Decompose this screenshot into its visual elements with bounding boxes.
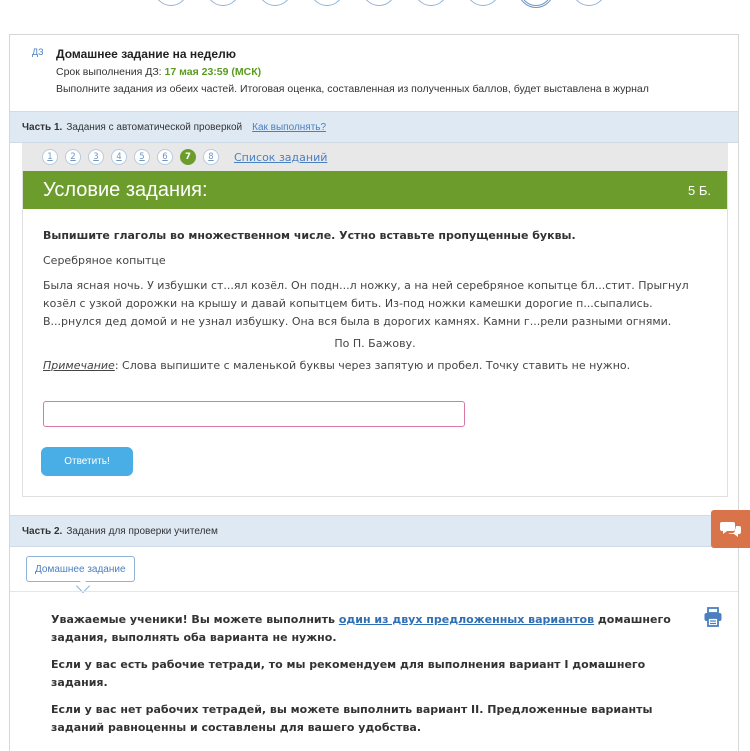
- task-number-2[interactable]: 2: [65, 149, 81, 165]
- submit-answer-button[interactable]: Ответить!: [41, 447, 133, 476]
- top-pagination: [154, 0, 606, 8]
- teacher-p1-start: Уважаемые ученики! Вы можете выполнить: [51, 613, 339, 626]
- homework-title: Домашнее задание на неделю: [56, 47, 236, 61]
- homework-description: Выполните задания из обеих частей. Итоговая оценка, составленная из полученных баллов, будет выставлена в журнал: [56, 83, 649, 95]
- task-instruction: Выпишите глаголы во множественном числе. Устно вставьте пропущенные буквы.: [43, 229, 576, 242]
- teacher-paragraph-2: Если у вас есть рабочие тетради, то мы рекомендуем для выполнения вариант I домашнего задания.: [51, 658, 646, 689]
- task-number-4[interactable]: 4: [111, 149, 127, 165]
- story-title: Серебряное копытце: [43, 254, 166, 267]
- teacher-paragraph-1: [51, 611, 691, 647]
- condition-header: [23, 171, 727, 209]
- condition-points: 5 Б.: [688, 182, 711, 198]
- condition-box: [22, 171, 728, 497]
- deadline-label: Срок выполнения ДЗ:: [56, 66, 165, 78]
- teacher-paragraph-3: Если у вас нет рабочих тетрадей, вы можете выполнить вариант II. Предложенные варианты заданий равноценны и составлены для вашего удобства.: [51, 703, 653, 734]
- note-label: Примечание: [43, 359, 115, 372]
- task-note: [43, 357, 707, 375]
- top-page-circle[interactable]: [414, 0, 448, 6]
- deadline-value: 17 мая 23:59 (МСК): [164, 66, 262, 78]
- condition-title: Условие задания:: [43, 178, 208, 201]
- top-page-circle[interactable]: [466, 0, 500, 6]
- top-page-circle[interactable]: [206, 0, 240, 6]
- homework-tag: ДЗ: [32, 47, 44, 57]
- task-navigation: [22, 143, 728, 171]
- part1-label: Часть 1.: [22, 121, 63, 133]
- note-text: : Слова выпишите с маленькой буквы через запятую и пробел. Точку ставить не нужно.: [114, 359, 631, 372]
- task-number-1[interactable]: 1: [42, 149, 58, 165]
- top-page-circle[interactable]: [154, 0, 188, 6]
- homework-card: [9, 34, 739, 751]
- homework-tab[interactable]: Домашнее задание: [26, 556, 135, 582]
- teacher-p1-end: домашнего задания, выполнять оба варианта не нужно.: [51, 613, 671, 644]
- part1-text: Задания с автоматической проверкой: [66, 121, 243, 133]
- task-number-6[interactable]: 6: [157, 149, 173, 165]
- answer-input[interactable]: [43, 401, 465, 427]
- print-icon[interactable]: [703, 607, 723, 627]
- part2-bar: [10, 515, 738, 547]
- chat-button[interactable]: [711, 510, 750, 548]
- top-page-circle[interactable]: [362, 0, 396, 6]
- condition-body: [23, 209, 727, 375]
- top-page-circle-active[interactable]: [518, 0, 554, 8]
- top-page-circle[interactable]: [258, 0, 292, 6]
- task-number-7-active[interactable]: 7: [180, 149, 196, 165]
- task-list-link[interactable]: Список заданий: [234, 150, 328, 164]
- task-number-3[interactable]: 3: [88, 149, 104, 165]
- tab-separator: [10, 591, 738, 592]
- top-page-circle[interactable]: [572, 0, 606, 6]
- part1-bar: [10, 111, 738, 143]
- task-number-8[interactable]: 8: [203, 149, 219, 165]
- homework-deadline: [56, 66, 261, 78]
- part2-text: Задания для проверки учителем: [66, 525, 218, 537]
- howto-link[interactable]: Как выполнять?: [252, 121, 327, 133]
- chat-icon: [720, 520, 742, 538]
- top-page-circle[interactable]: [310, 0, 344, 6]
- part2-label: Часть 2.: [22, 525, 63, 537]
- story-author: По П. Бажову.: [334, 337, 416, 350]
- task-number-5[interactable]: 5: [134, 149, 150, 165]
- variants-link[interactable]: один из двух предложенных вариантов: [338, 613, 595, 626]
- story-text: Была ясная ночь. У избушки ст...ял козёл. Он подн...л ножку, а на ней серебряное копытце бл...стит. Прыгнул козёл с узкой дорожки на крышу и давай копытцем бить. Из-под ножки камешки дорогие п...сыпались. В...рнулся дед домой и не узнал избушку. Она вся была в дорогих камнях. Камни г...рели разными огнями.: [43, 279, 689, 328]
- teacher-instructions: [51, 611, 691, 746]
